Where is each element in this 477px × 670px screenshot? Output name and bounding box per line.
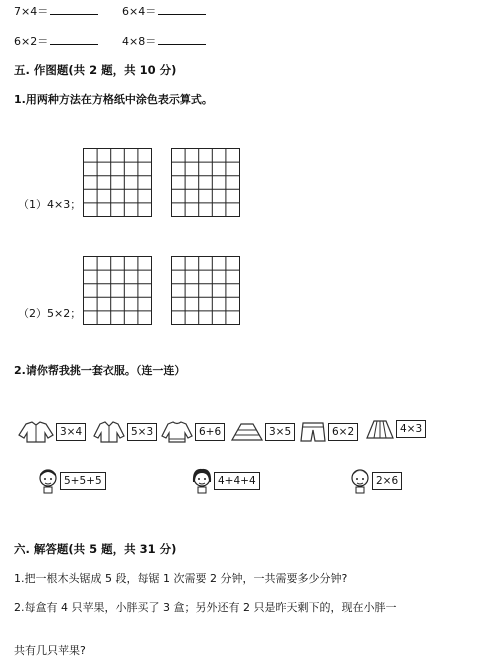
expr-card: 6×2 <box>328 423 358 441</box>
expr-card: 2×6 <box>372 472 402 490</box>
kid-face-icon <box>350 468 370 494</box>
expr-card: 4+4+4 <box>214 472 260 490</box>
expr-card: 4×3 <box>396 420 426 438</box>
kid-face-icon <box>38 468 58 494</box>
blank-item-2 <box>122 3 206 19</box>
answer-blank[interactable] <box>50 4 98 15</box>
shorts-icon <box>300 421 326 443</box>
sweater-icon <box>161 421 193 443</box>
expr-label: 6×2＝ <box>14 35 49 48</box>
answer-blank[interactable] <box>50 34 98 45</box>
clothes-item-1[interactable] <box>18 421 86 443</box>
coat-icon <box>93 421 125 443</box>
grid-4x3-b[interactable] <box>171 148 241 218</box>
expr-card: 3×5 <box>265 423 295 441</box>
answer-blank[interactable] <box>158 4 206 15</box>
expr-label: 6×4＝ <box>122 5 157 18</box>
blank-item-3 <box>14 33 98 49</box>
clothes-item-2[interactable] <box>93 421 157 443</box>
grid-5x2-a[interactable] <box>83 256 153 326</box>
expr-label: 7×4＝ <box>14 5 49 18</box>
clothes-item-6[interactable] <box>366 418 426 440</box>
grid-4x3-a[interactable] <box>83 148 153 218</box>
s6-question-1: 1.把一根木头锯成 5 段，每锯 1 次需要 2 分钟，一共需要多少分钟? <box>14 572 348 585</box>
clothes-item-5[interactable] <box>300 421 358 443</box>
section5-title: 五. 作图题(共 2 题，共 10 分) <box>14 63 177 77</box>
s5-sub-2: （2）5×2； <box>18 307 82 320</box>
clothes-item-3[interactable] <box>161 421 225 443</box>
s6-question-2: 2.每盒有 4 只苹果，小胖买了 3 盒；另外还有 2 只是昨天剩下的，现在小胖一 <box>14 601 397 614</box>
jacket-icon <box>18 421 54 443</box>
blank-item-1 <box>14 3 98 19</box>
answer-blank[interactable] <box>158 34 206 45</box>
expr-card: 3×4 <box>56 423 86 441</box>
s5-sub-1: （1）4×3； <box>18 198 82 211</box>
skirt-icon <box>231 421 263 443</box>
kid-face-icon <box>192 468 212 494</box>
kid-item-1[interactable] <box>38 468 106 494</box>
s5-question-1: 1.用两种方法在方格纸中涂色表示算式。 <box>14 93 213 106</box>
grid-5x2-b[interactable] <box>171 256 241 326</box>
expr-label: 4×8＝ <box>122 35 157 48</box>
s6-question-2-cont: 共有几只苹果? <box>14 644 86 657</box>
section6-title: 六. 解答题(共 5 题，共 31 分) <box>14 542 177 556</box>
kid-item-3[interactable] <box>350 468 402 494</box>
blank-item-4 <box>122 33 206 49</box>
expr-card: 6+6 <box>195 423 225 441</box>
s5-question-2: 2.请你帮我挑一套衣服。（连一连） <box>14 364 186 377</box>
kid-item-2[interactable] <box>192 468 260 494</box>
expr-card: 5+5+5 <box>60 472 106 490</box>
expr-card: 5×3 <box>127 423 157 441</box>
clothes-item-4[interactable] <box>231 421 295 443</box>
pleated-skirt-icon <box>366 418 394 440</box>
